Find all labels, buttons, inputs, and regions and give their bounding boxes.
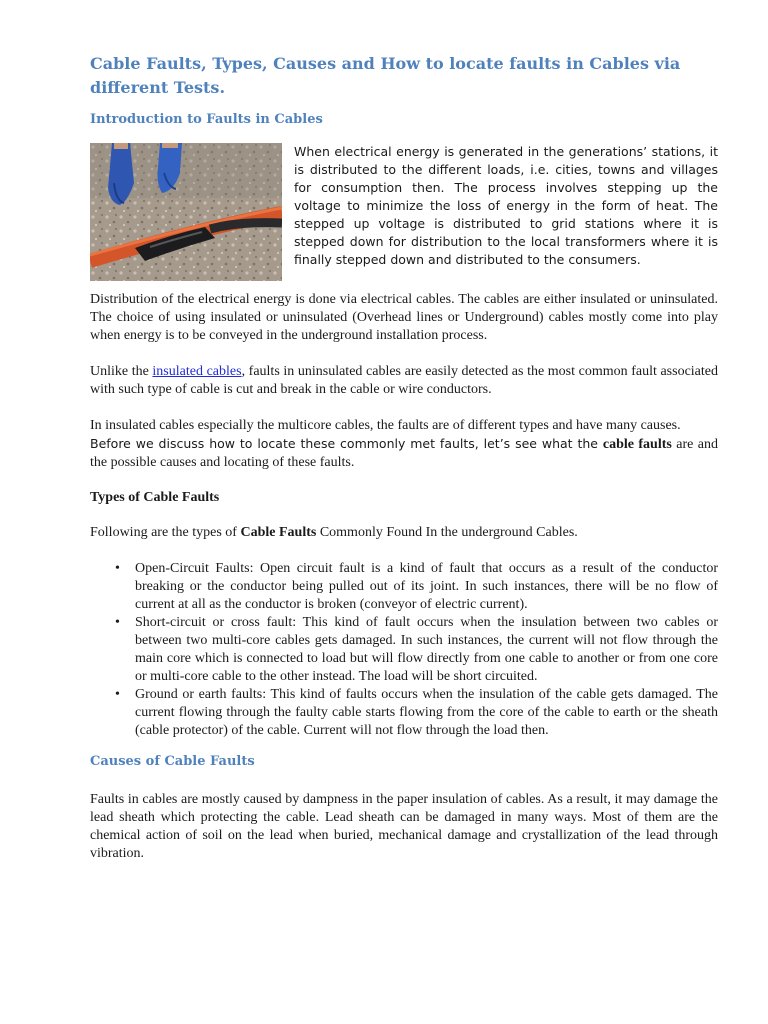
cable-fault-photo [90,143,282,281]
insulated-cables-link[interactable]: insulated cables [152,364,242,379]
cable-faults-bold: cable faults [602,437,672,452]
intro-heading: Introduction to Faults in Cables [90,112,323,127]
intro-paragraph-5 [90,435,718,472]
list-item: • Ground or earth faults: This kind of faults occurs when the insulation of the cable gets damaged. The current flowing through the faulty cable starts flowing from the core of the cable to earth or the sheath (cable protector) of the cable. Current will not flow through the load then. [135,686,718,740]
types-lead [90,524,718,542]
intro-paragraph-4: In insulated cables especially the multicore cables, the faults are of different types and have many causes. [90,418,681,433]
intro-paragraph-3 [90,363,718,399]
types-heading: Types of Cable Faults [90,490,220,505]
intro-paragraph-5-end: are and the possible causes and locating of these faults. [90,437,718,470]
intro-paragraph-1: When electrical energy is generated in the generations’ stations, it is distributed to the different loads, i.e. cities, towns and villages for consumption then. The process involves stepping up the voltage to minimize the loss of energy in the form of heat. The stepped up voltage is distributed to grid stations where it is stepped down for distribution to the local transformers where it is finally stepped down and distributed to the consumers. [294,144,718,267]
fault-types-list [90,560,718,740]
intro-block [90,143,718,287]
types-lead-start: Following are the types of [90,525,241,540]
list-item: • Short-circuit or cross fault: This kind of fault occurs when the insulation between two cables or between two multi-core cables gets damaged. In such instances, the current will not flow through the main core which is connected to load but will flow directly from one cable to another or from one core or multi-core cable to the other instead. The load will be short circuited. [135,614,718,686]
document-title: Cable Faults, Types, Causes and How to locate faults in Cables via different Tests. [90,54,681,97]
types-lead-bold: Cable Faults [240,525,317,540]
intro-paragraph-5-start: Before we discuss how to locate these commonly met faults, let’s see what the [90,436,603,451]
intro-paragraph-3-start: Unlike the [90,364,153,379]
intro-paragraph-3-end: , faults in uninsulated cables are easily detected as the most common fault associated with such type of cable is cut and break in the cable or wire conductors. [90,364,718,397]
intro-paragraph-2: Distribution of the electrical energy is done via electrical cables. The cables are either insulated or uninsulated. The choice of using insulated or uninsulated (Overhead lines or Underground) cables mostly come into play when energy is to be conveyed in the underground installation process. [90,292,718,343]
list-item: • Open-Circuit Faults: Open circuit fault is a kind of fault that occurs as a result of the conductor breaking or the conductor being pulled out of its joint. In such instances, there will be no flow of current at all as the conductor is broken (conveyor of electric current). [135,560,718,614]
causes-paragraph-1: Faults in cables are mostly caused by dampness in the paper insulation of cables. As a result, it may damage the lead sheath which protecting the cable. Lead sheath can be damaged in many ways. Most of them are the chemical action of soil on the lead when buried, mechanical damage and crystallization of the lead through vibration. [90,792,718,861]
types-lead-end: Commonly Found In the underground Cables. [316,525,578,540]
causes-heading: Causes of Cable Faults [90,754,255,769]
